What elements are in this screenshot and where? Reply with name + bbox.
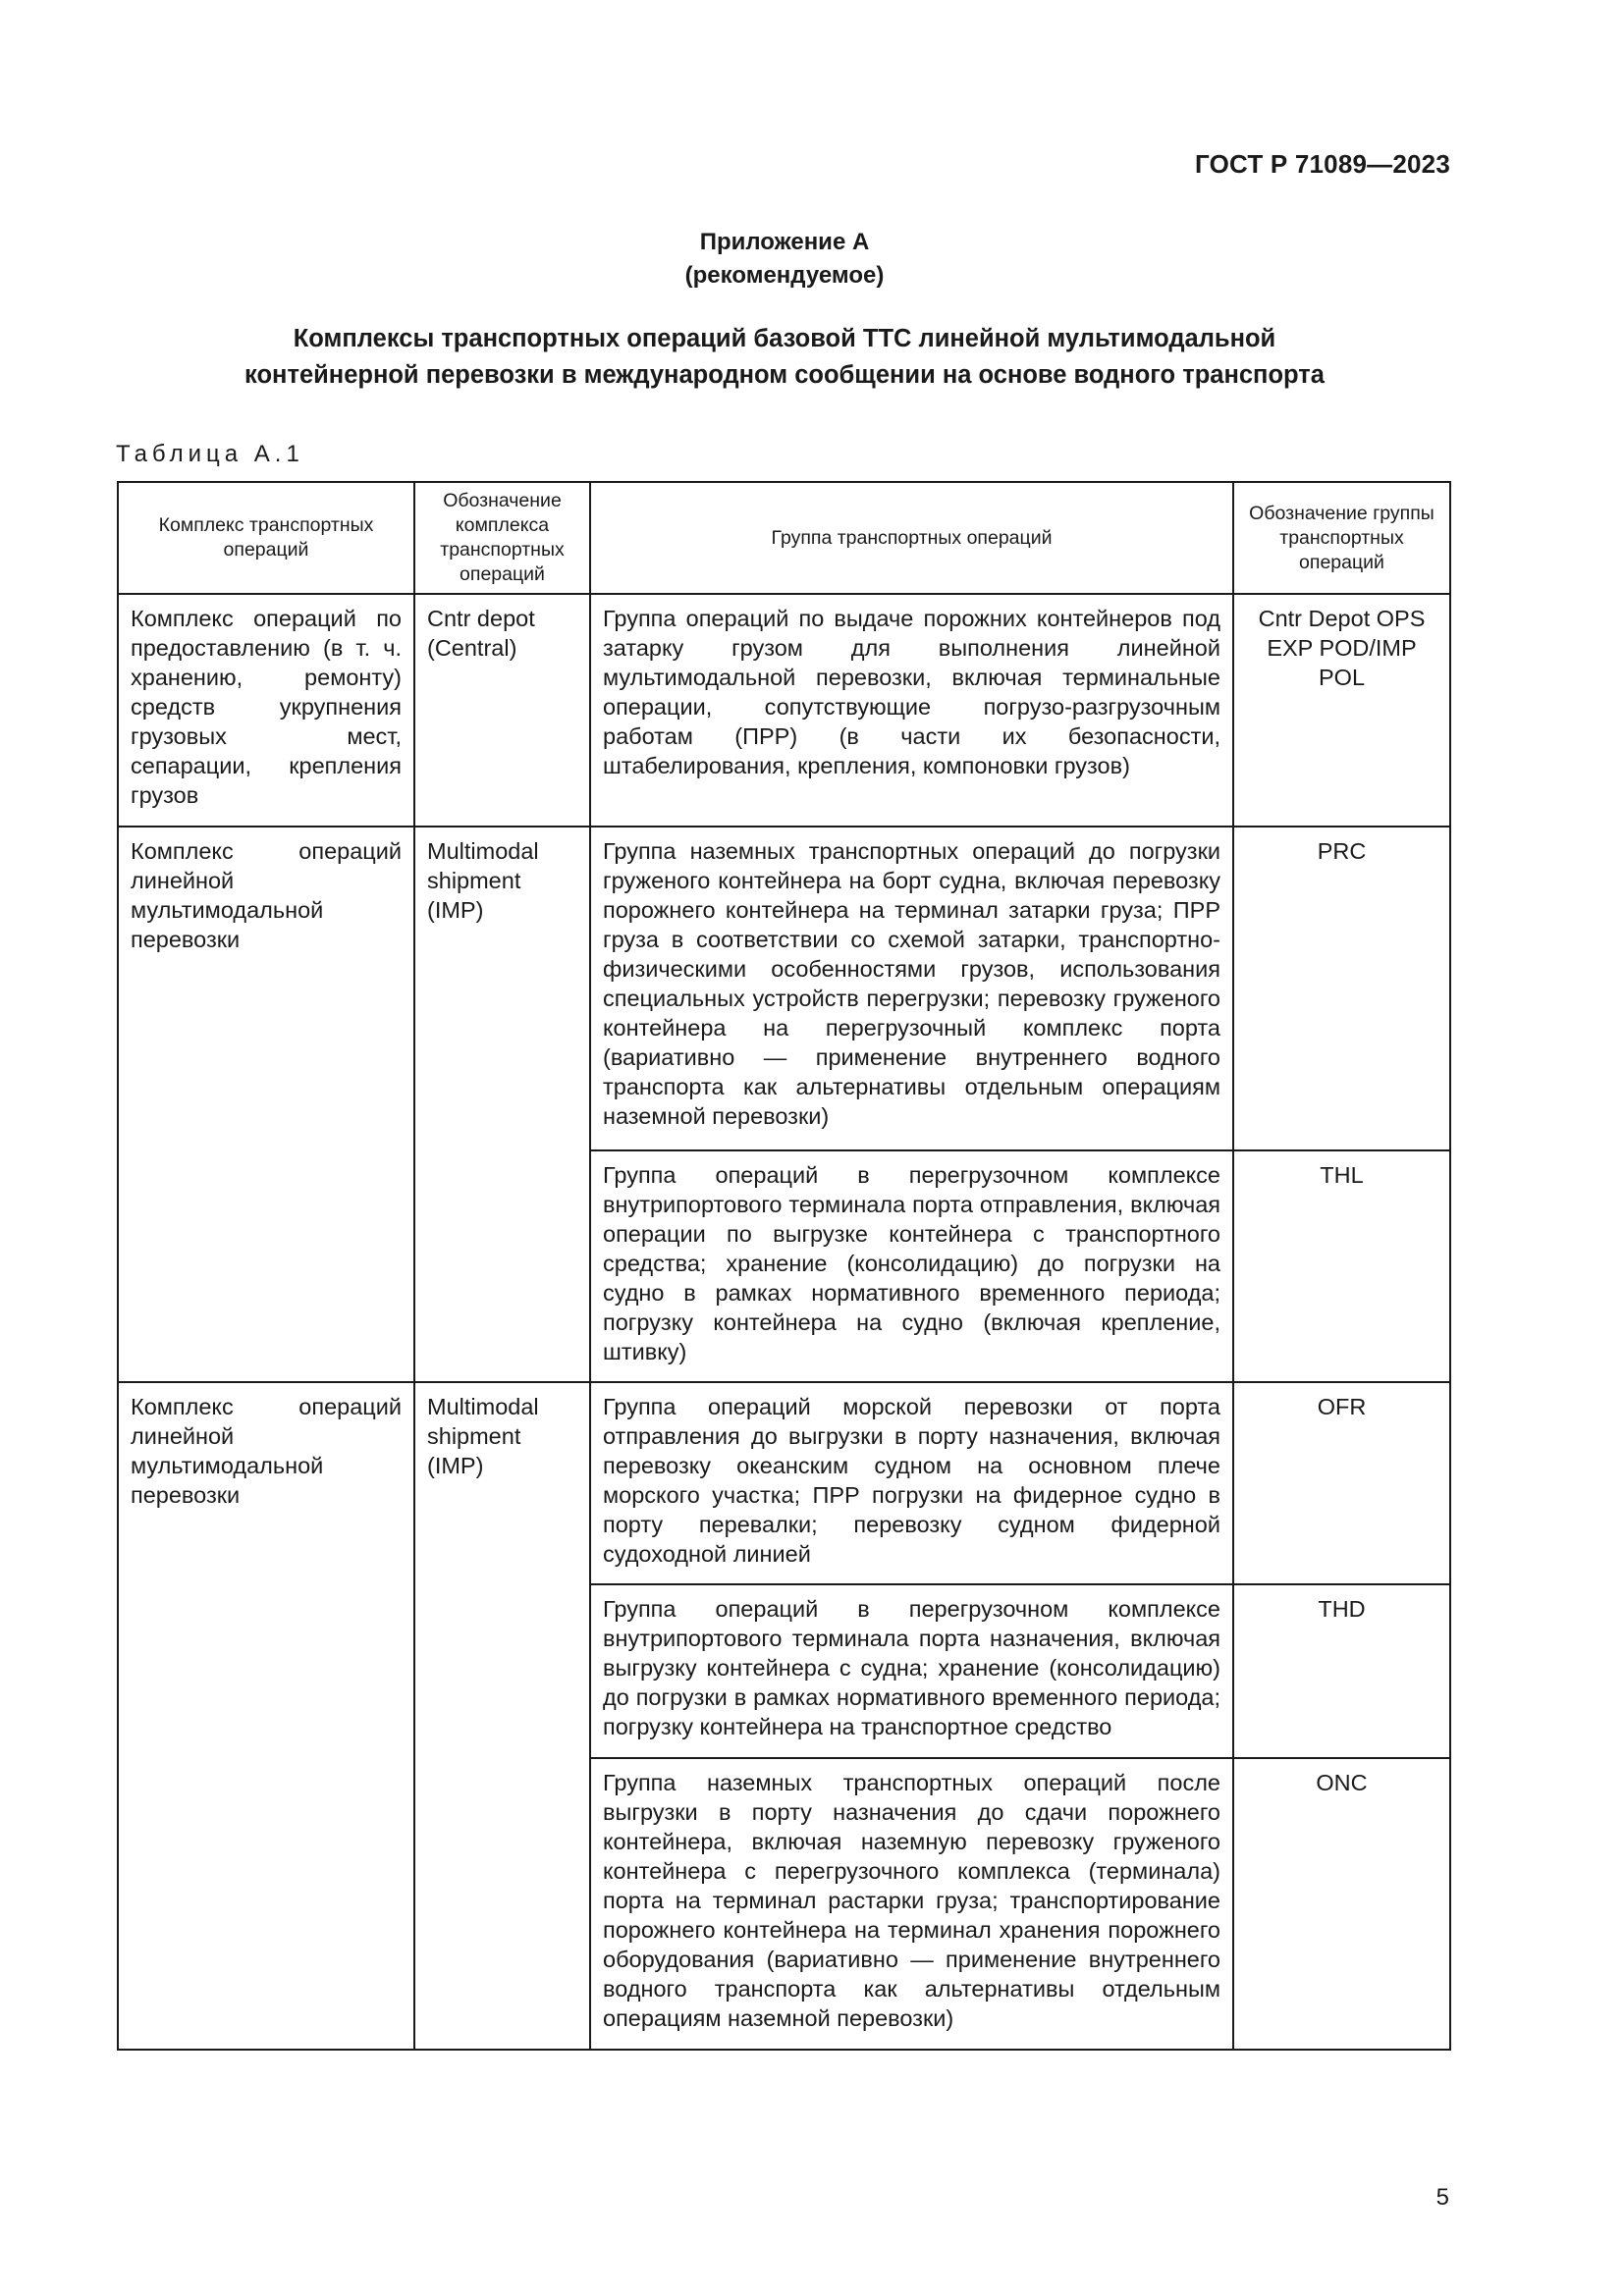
table-row [118,1382,1450,1584]
header-group: Группа транспортных операций [590,482,1233,594]
document-title [0,321,1569,394]
complex-code-cell: Multimodal shipment (IMP) [414,827,590,1382]
group-code-cell: THD [1233,1584,1450,1758]
appendix-status: (рекомендуемое) [684,262,885,289]
header-complex: Комплекс транспортных операций [118,482,414,594]
page-number: 5 [1435,2184,1449,2211]
group-cell: Группа операций по выдаче порожних контейнеров под затарку грузом для выполнения линейной мультимодальной перевозки, включая терминальные операции, сопутствующие погрузо-разгрузочным работам (ПРР) (в части их безопасности, штабелирования, крепления, компоновки грузов) [590,594,1233,827]
document-title-line-1: Комплексы транспортных операций базовой ТТС линейной мультимодальной [293,325,1276,352]
group-code-cell: Cntr Depot OPS EXP POD/IMP POL [1233,594,1450,827]
appendix-heading [0,226,1569,293]
complex-cell: Комплекс операций линейной мультимодальной перевозки [118,1382,414,2050]
group-cell: Группа наземных транспортных операций до погрузки груженого контейнера на борт судна, включая перевозку порожнего контейнера на терминал затарки груза; ПРР груза в соответствии со схемой затарки, транспортно-физическими особенностями грузов, использования специальных устройств перегрузки; перевозку груженого контейнера на перегрузочный комплекс порта (вариативно — применение внутреннего водного транспорта как альтернативы отдельным операциям наземной перевозки) [590,827,1233,1150]
complex-cell: Комплекс операций по предоставлению (в т. ч. хранению, ремонту) средств укрупнения грузовых мест, сепарации, крепления грузов [118,594,414,827]
appendix-title: Приложение А [699,229,870,255]
group-code-cell: OFR [1233,1382,1450,1584]
header-group-code: Обозначение группы транспортных операций [1233,482,1450,594]
document-number: ГОСТ Р 71089—2023 [1195,149,1450,179]
group-code-cell: THL [1233,1150,1450,1382]
complex-code-cell: Multimodal shipment (IMP) [414,1382,590,2050]
group-code-cell: ONC [1233,1758,1450,2050]
operations-table [117,481,1451,2051]
table-caption: Таблица А.1 [116,441,304,467]
document-title-line-2: контейнерной перевозки в международном сообщении на основе водного транспорта [244,361,1325,389]
complex-cell: Комплекс операций линейной мультимодальной перевозки [118,827,414,1382]
table-row [118,594,1450,827]
group-cell: Группа операций в перегрузочном комплексе внутрипортового терминала порта отправления, включая операции по выгрузке контейнера с транспортного средства; хранение (консолидацию) до погрузки на судно в рамках нормативного временного периода; погрузку контейнера на судно (включая крепление, штивку) [590,1150,1233,1382]
group-cell: Группа операций морской перевозки от порта отправления до выгрузки в порту назначения, включая перевозку океанским судном на основном плече морского участка; ПРР погрузки на фидерное судно в порту перевалки; перевозку судном фидерной судоходной линией [590,1382,1233,1584]
table-header-row [118,482,1450,594]
complex-code-cell: Cntr depot (Central) [414,594,590,827]
table-row [118,827,1450,1150]
group-code-cell: PRC [1233,827,1450,1150]
header-complex-code: Обозначение комплекса транспортных операций [414,482,590,594]
group-cell: Группа операций в перегрузочном комплексе внутрипортового терминала порта назначения, включая выгрузку контейнера с судна; хранение (консолидацию) до погрузки в рамках нормативного временного периода; погрузку контейнера на транспортное средство [590,1584,1233,1758]
group-cell: Группа наземных транспортных операций после выгрузки в порту назначения до сдачи порожнего контейнера, включая наземную перевозку груженого контейнера с перегрузочного комплекса (терминала) порта на терминал растарки груза; транспортирование порожнего контейнера на терминал хранения порожнего оборудования (вариативно — применение внутреннего водного транспорта как альтернативы отдельным операциям наземной перевозки) [590,1758,1233,2050]
